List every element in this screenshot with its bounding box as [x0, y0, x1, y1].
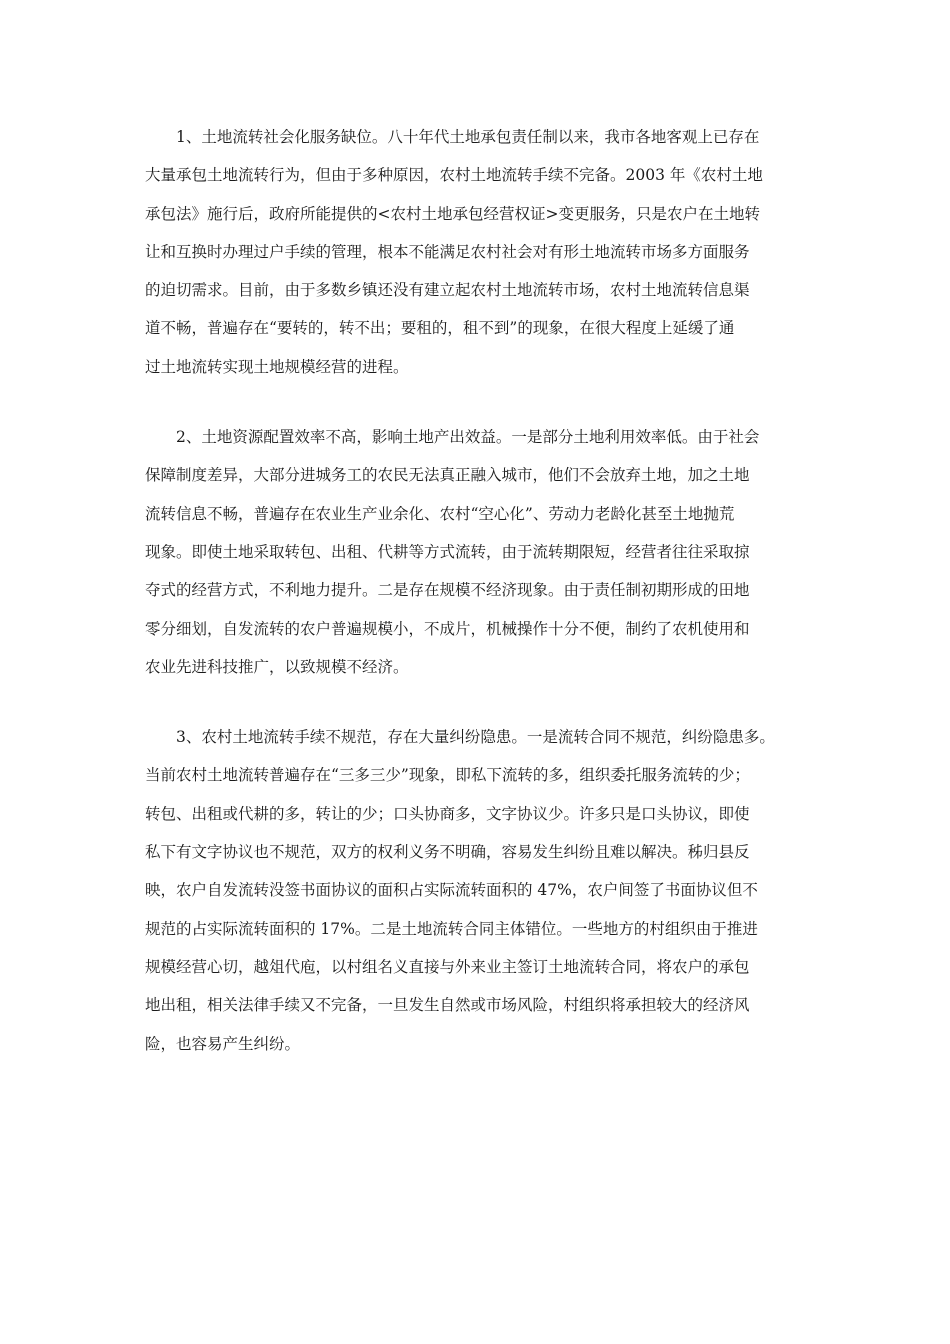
paragraph-line: 让和互换时办理过户手续的管理，根本不能满足农村社会对有形土地流转市场多方面服务 [145, 242, 750, 261]
paragraph-2 [145, 418, 825, 686]
paragraph-line: 3、农村土地流转手续不规范，存在大量纠纷隐患。一是流转合同不规范，纠纷隐患多。 [176, 728, 775, 747]
paragraph-line: 险，也容易产生纠纷。 [145, 1034, 301, 1053]
paragraph-line: 2、土地资源配置效率不高，影响土地产出效益。一是部分土地利用效率低。由于社会 [176, 428, 760, 447]
paragraph-line: 大量承包土地流转行为，但由于多种原因，农村土地流转手续不完备。2003 年《农村土地 [145, 166, 763, 185]
paragraph-line: 农业先进科技推广，以致规模不经济。 [145, 657, 409, 676]
paragraph-line: 转包、出租或代耕的多，转让的少；口头协商多，文字协议少。许多只是口头协议，即使 [145, 804, 750, 823]
paragraph-line: 承包法》施行后，政府所能提供的<农村土地承包经营权证>变更服务，只是农户在土地转 [145, 204, 760, 223]
paragraph-line: 零分细划，自发流转的农户普遍规模小，不成片，机械操作十分不便，制约了农机使用和 [145, 619, 750, 638]
paragraph-line: 当前农村土地流转普遍存在“三多三少”现象，即私下流转的多，组织委托服务流转的少； [145, 766, 750, 785]
paragraph-line: 夺式的经营方式，不利地力提升。二是存在规模不经济现象。由于责任制初期形成的田地 [145, 581, 750, 600]
paragraph-line: 映，农户自发流转没签书面协议的面积占实际流转面积的 47%，农户间签了书面协议但不 [145, 881, 758, 900]
paragraph-1 [145, 118, 825, 386]
paragraph-line: 规范的占实际流转面积的 17%。二是土地流转合同主体错位。一些地方的村组织由于推进 [145, 919, 758, 938]
paragraph-line: 的迫切需求。目前，由于多数乡镇还没有建立起农村土地流转市场，农村土地流转信息渠 [145, 281, 750, 300]
paragraph-line: 道不畅，普遍存在“要转的，转不出；要租的，租不到”的现象，在很大程度上延缓了通 [145, 319, 735, 338]
paragraph-line: 保障制度差异，大部分进城务工的农民无法真正融入城市，他们不会放弃土地，加之土地 [145, 466, 750, 485]
paragraph-line: 私下有文字协议也不规范，双方的权利义务不明确，容易发生纠纷且难以解决。秭归县反 [145, 843, 750, 862]
document-body [145, 118, 825, 1063]
paragraph-line: 1、土地流转社会化服务缺位。八十年代土地承包责任制以来，我市各地客观上已存在 [176, 128, 760, 146]
paragraph-line: 规模经营心切，越俎代庖，以村组名义直接与外来业主签订土地流转合同，将农户的承包 [145, 957, 750, 976]
paragraph-line: 流转信息不畅，普遍存在农业生产业余化、农村“空心化”、劳动力老龄化甚至土地抛荒 [145, 504, 735, 523]
paragraph-line: 现象。即使土地采取转包、出租、代耕等方式流转，由于流转期限短，经营者往往采取掠 [145, 542, 750, 561]
paragraph-3 [145, 718, 825, 1063]
paragraph-line: 地出租，相关法律手续又不完备，一旦发生自然或市场风险，村组织将承担较大的经济风 [145, 996, 750, 1015]
paragraph-line: 过土地流转实现土地规模经营的进程。 [145, 357, 409, 376]
